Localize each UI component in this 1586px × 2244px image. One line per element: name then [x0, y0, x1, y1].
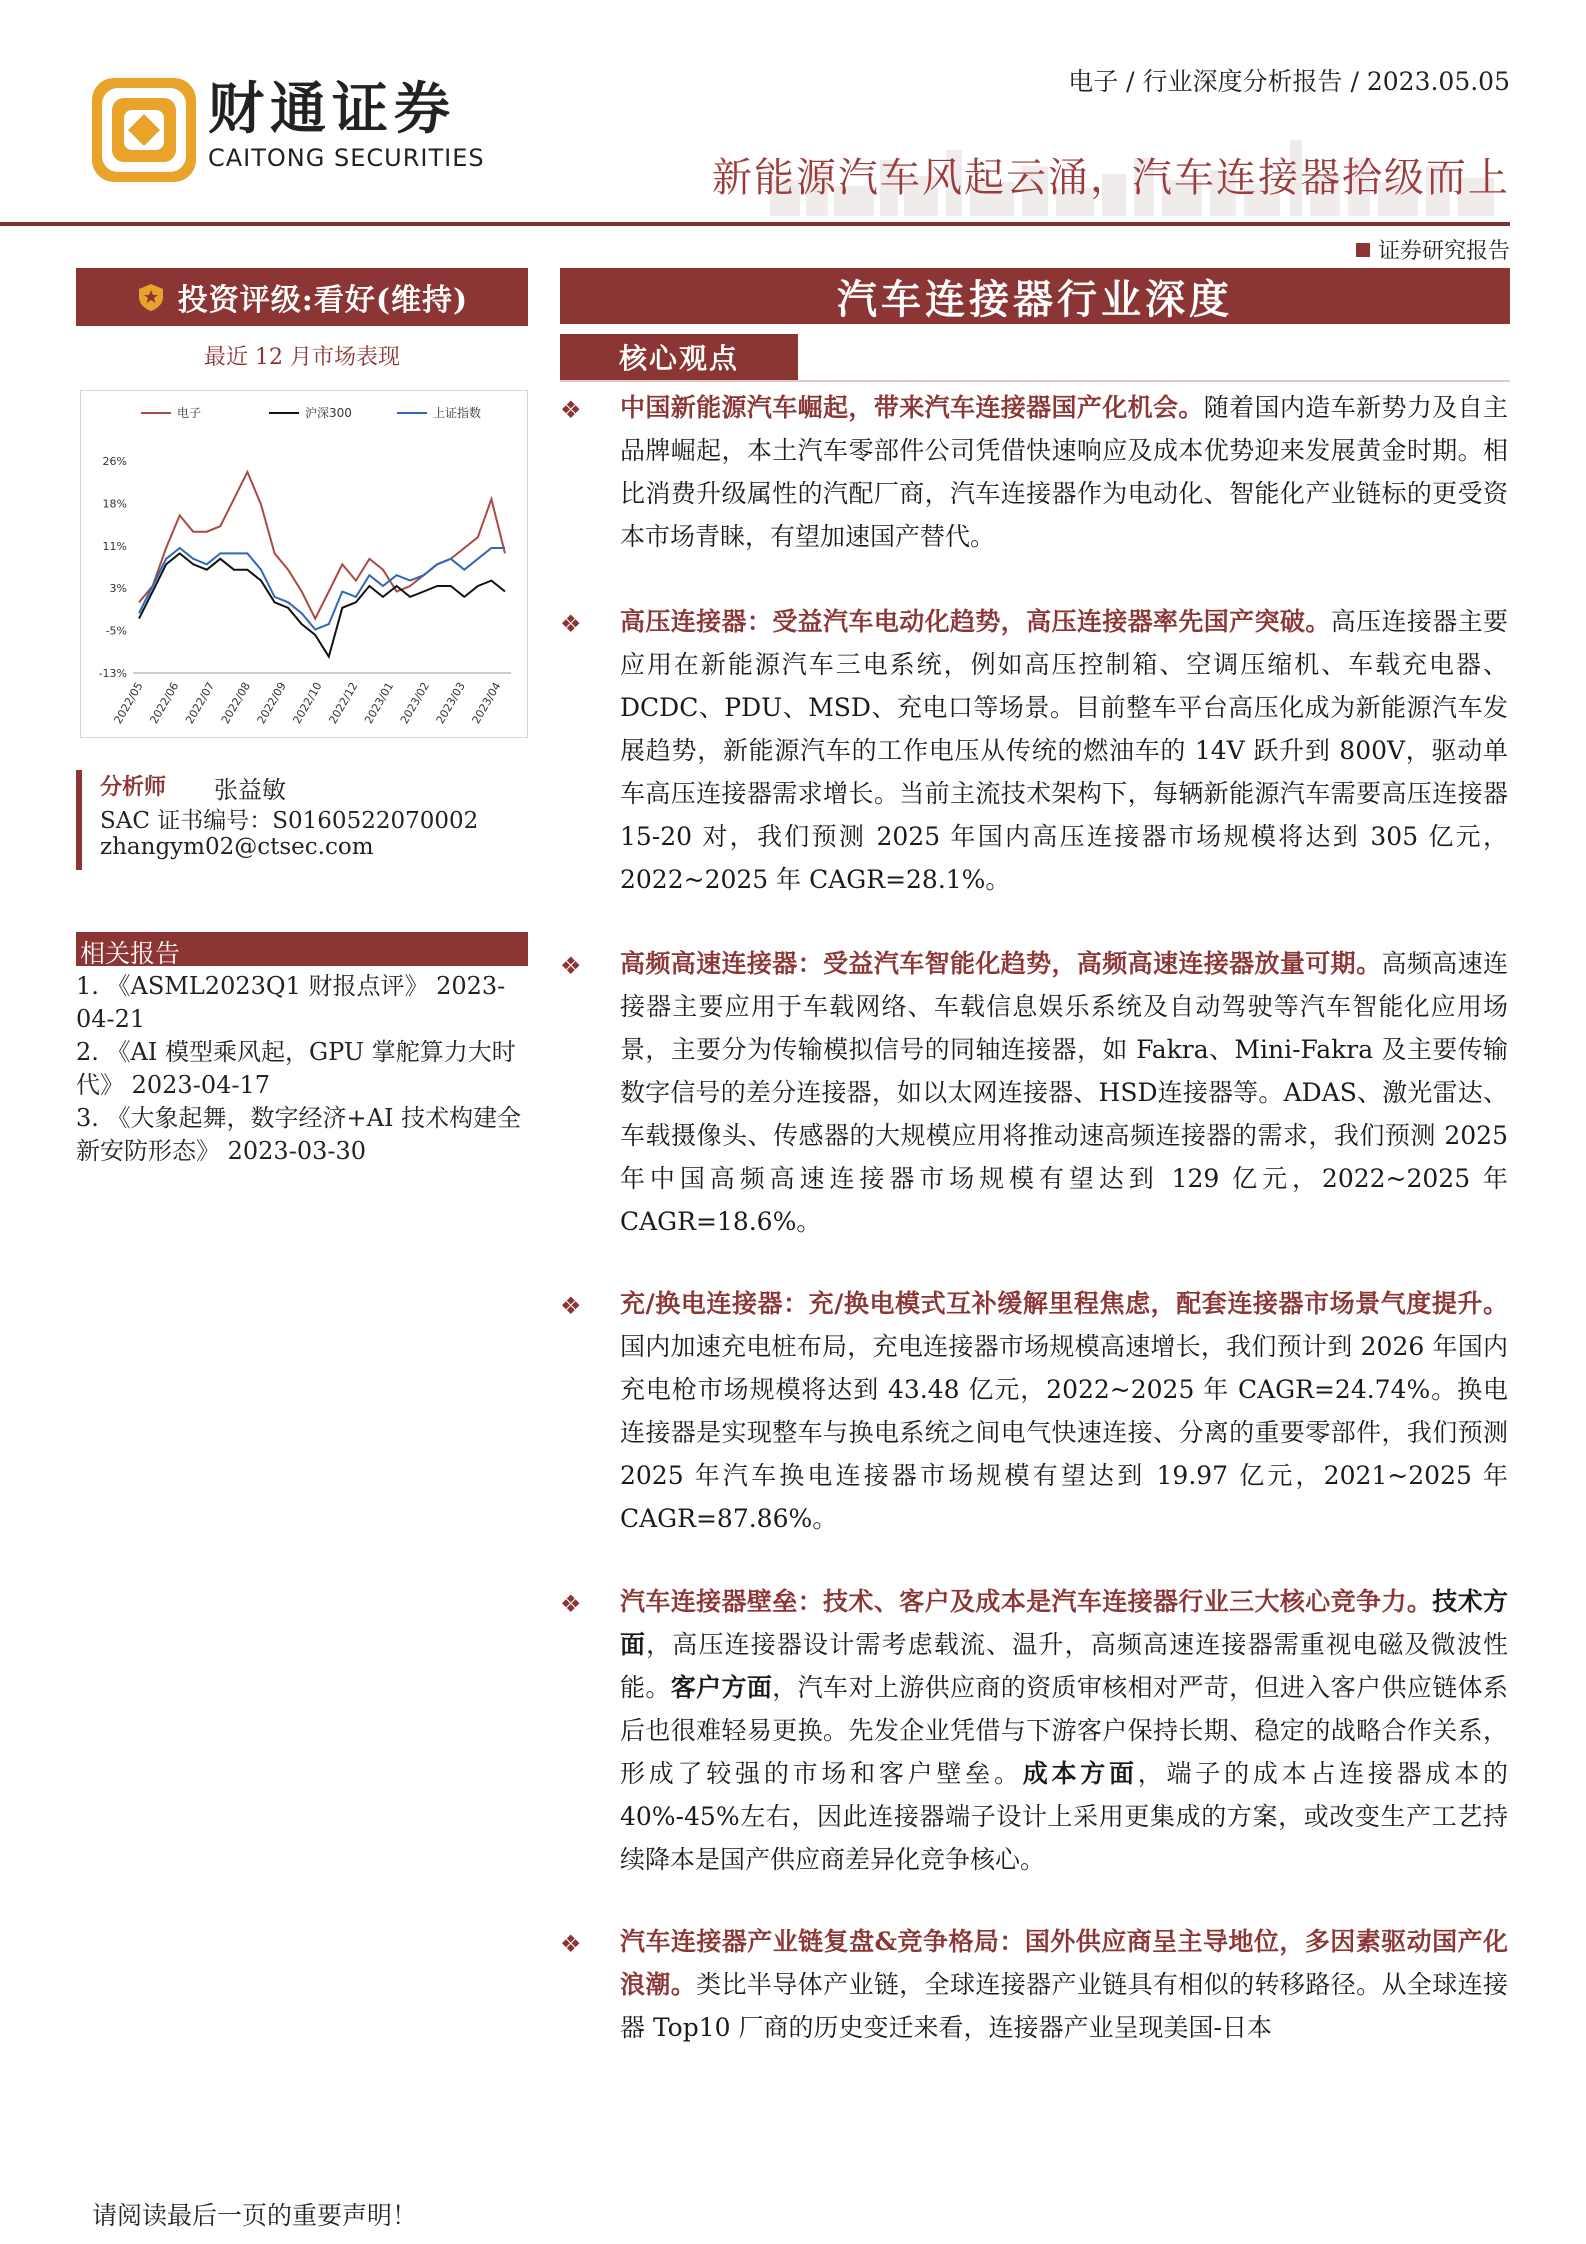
report-meta: 电子 / 行业深度分析报告 / 2023.05.05: [1068, 67, 1510, 96]
core-point-heading: 高频高速连接器：受益汽车智能化趋势，高频高速连接器放量可期。: [620, 949, 1382, 978]
shield-star-icon: [136, 282, 166, 312]
report-title-bar: [560, 268, 1510, 324]
x-tick-label: 2023/01: [362, 680, 397, 727]
y-tick-label: 11%: [102, 539, 127, 553]
core-views-label: 核心观点: [618, 342, 739, 375]
cost-aspect-text: ，端子的成本占连接器成本的 40%-45%左右，因此连接器端子设计上采用更集成的方案，或改变生产工艺持续降本是国产供应商差异化竞争核心。: [620, 1759, 1508, 1874]
legend-label: 上证指数: [433, 406, 482, 420]
core-point-body: 随着国内造车新势力及自主品牌崛起，本土汽车零部件公司凭借快速响应及成本优势迎来发展黄金时期。相比消费升级属性的汽配厂商，汽车连接器作为电动化、智能化产业链标的更受资本市场青睐，有望加速国产替代。: [620, 393, 1508, 551]
diamond-bullet-icon: ❖: [560, 610, 582, 638]
header-divider: [0, 222, 1510, 226]
series-line: [139, 548, 505, 630]
disclaimer-note: 请阅读最后一页的重要声明！: [92, 2201, 418, 2230]
y-tick-label: -13%: [98, 667, 127, 680]
diamond-bullet-icon: ❖: [560, 1930, 582, 1958]
core-point-4: [620, 1282, 1508, 1540]
brand-name-cn: 财通证券: [208, 77, 456, 142]
x-tick-label: 2022/05: [111, 680, 146, 727]
core-point-2: [620, 600, 1508, 901]
market-performance-title: 最近 12 月市场表现: [204, 345, 400, 370]
x-tick-label: 2022/10: [290, 680, 325, 727]
report-headline: 新能源汽车风起云涌，汽车连接器拾级而上: [712, 155, 1510, 201]
related-reports-title: 相关报告: [80, 939, 181, 968]
report-type: [1356, 234, 1510, 265]
x-tick-label: 2023/03: [433, 680, 468, 727]
brand-name-en: CAITONG SECURITIES: [208, 144, 485, 172]
analyst-label: 分析师: [100, 774, 167, 800]
x-tick-label: 2022/12: [326, 680, 361, 727]
x-tick-label: 2022/08: [218, 680, 253, 727]
y-tick-label: 26%: [102, 455, 127, 468]
core-point-heading: 充/换电连接器：充/换电模式互补缓解里程焦虑，配套连接器市场景气度提升。: [620, 1289, 1508, 1318]
legend-label: 沪深300: [305, 406, 352, 420]
customer-aspect-label: 客户方面: [670, 1673, 773, 1702]
customer-aspect-text: ，汽车对上游供应商的资质审核相对严苛，但进入客户供应链体系后也很难轻易更换。先发企业凭借与下游客户保持长期、稳定的战略合作关系，形成了较强的市场和客户壁垒。: [620, 1673, 1508, 1788]
series-line: [139, 472, 505, 619]
core-views-tab: [560, 334, 798, 380]
tech-aspect-label: 技术方面: [620, 1587, 1508, 1659]
related-report-item[interactable]: 2. 《AI 模型乘风起，GPU 掌舵算力大时代》 2023-04-17: [76, 1038, 516, 1099]
y-tick-label: -5%: [105, 624, 127, 638]
core-point-3: [620, 942, 1508, 1243]
core-point-body: 国内加速充电桩布局，充电连接器市场规模高速增长，我们预计到 2026 年国内充电枪市场规模将达到 43.48 亿元，2022~2025 年 CAGR=24.74%。换电连接器是实现整车与换电系统之间电气快速连接、分离的重要零部件，我们预测 2025 年汽车换电连接器市场规模有望达到 19.97 亿元，2021~2025 年 CAGR=87.86%。: [620, 1332, 1508, 1533]
rating-label: 投资评级:看好(维持): [177, 283, 469, 318]
core-point-body: 类比半导体产业链，全球连接器产业链具有相似的转移路径。从全球连接器 Top10 厂商的历史变迁来看，连接器产业呈现美国-日本: [620, 1970, 1508, 2042]
analyst-sac-number: SAC 证书编号：S0160522070002: [100, 808, 479, 834]
core-point-heading: 汽车连接器产业链复盘&竞争格局：国外供应商呈主导地位，多因素驱动国产化浪潮。: [620, 1927, 1508, 1999]
x-tick-label: 2023/02: [397, 680, 432, 727]
diamond-bullet-icon: ❖: [560, 396, 582, 424]
report-type-label: 证券研究报告: [1377, 239, 1510, 264]
analyst-name: 张益敏: [214, 776, 286, 804]
x-tick-label: 2022/06: [147, 680, 182, 727]
core-point-1: [620, 386, 1508, 558]
core-point-body: 高频高速连接器主要应用于车载网络、车载信息娱乐系统及自动驾驶等汽车智能化应用场景，主要分为传输模拟信号的同轴连接器，如 Fakra、Mini-Fakra 及主要传输数字信号的差分连接器，如以太网连接器、HSD连接器等。ADAS、激光雷达、车载摄像头、传感器的大规模应用将推动速高频连接器的需求，我们预测 2025 年中国高频高速连接器市场规模有望达到 129 亿元，2022~2025 年 CAGR=18.6%。: [620, 949, 1508, 1236]
core-point-heading: 中国新能源汽车崛起，带来汽车连接器国产化机会。: [620, 393, 1204, 422]
core-point-heading: 高压连接器：受益汽车电动化趋势，高压连接器率先国产突破。: [620, 607, 1331, 636]
tech-aspect-text: ，高压连接器设计需考虑载流、温升，高频高速连接器需重视电磁及微波性能。: [620, 1630, 1508, 1702]
caitong-logo-icon: [92, 78, 196, 182]
cost-aspect-label: 成本方面: [1022, 1759, 1138, 1788]
related-report-item[interactable]: 3. 《大象起舞，数字经济+AI 技术构建全新安防形态》 2023-03-30: [76, 1104, 522, 1165]
investment-rating-box: [76, 268, 528, 326]
core-views-underline: [560, 380, 1510, 382]
y-tick-label: 18%: [102, 497, 127, 511]
related-report-item[interactable]: 1. 《ASML2023Q1 财报点评》 2023-04-21: [76, 972, 506, 1033]
core-point-6: [620, 1920, 1508, 2049]
core-point-5: [620, 1580, 1508, 1881]
analyst-email[interactable]: zhangym02@ctsec.com: [100, 834, 374, 860]
core-point-heading: 汽车连接器壁垒：技术、客户及成本是汽车连接器行业三大核心竞争力。: [620, 1587, 1433, 1616]
core-point-body: 高压连接器主要应用在新能源汽车三电系统，例如高压控制箱、空调压缩机、车载充电器、DCDC、PDU、MSD、充电口等场景。目前整车平台高压化成为新能源汽车发展趋势，新能源汽车的工作电压从传统的燃油车的 14V 跃升到 800V，驱动单车高压连接器需求增长。当前主流技术架构下，每辆新能源汽车需要高压连接器 15-20 对，我们预测 2025 年国内高压连接器市场规模将达到 305 亿元，2022~2025 年 CAGR=28.1%。: [620, 607, 1508, 894]
x-tick-label: 2023/04: [469, 680, 504, 727]
square-bullet-icon: [1356, 243, 1370, 257]
market-performance-chart: [80, 390, 528, 738]
legend-label: 电子: [177, 406, 202, 420]
report-title: 汽车连接器行业深度: [837, 275, 1233, 323]
performance-line-chart: [81, 391, 527, 737]
x-tick-label: 2022/07: [183, 680, 218, 727]
diamond-bullet-icon: ❖: [560, 1292, 582, 1320]
related-reports-list: [76, 970, 528, 1168]
diamond-bullet-icon: ❖: [560, 952, 582, 980]
diamond-bullet-icon: ❖: [560, 1590, 582, 1618]
y-tick-label: 3%: [109, 582, 127, 596]
x-tick-label: 2022/09: [254, 680, 289, 727]
